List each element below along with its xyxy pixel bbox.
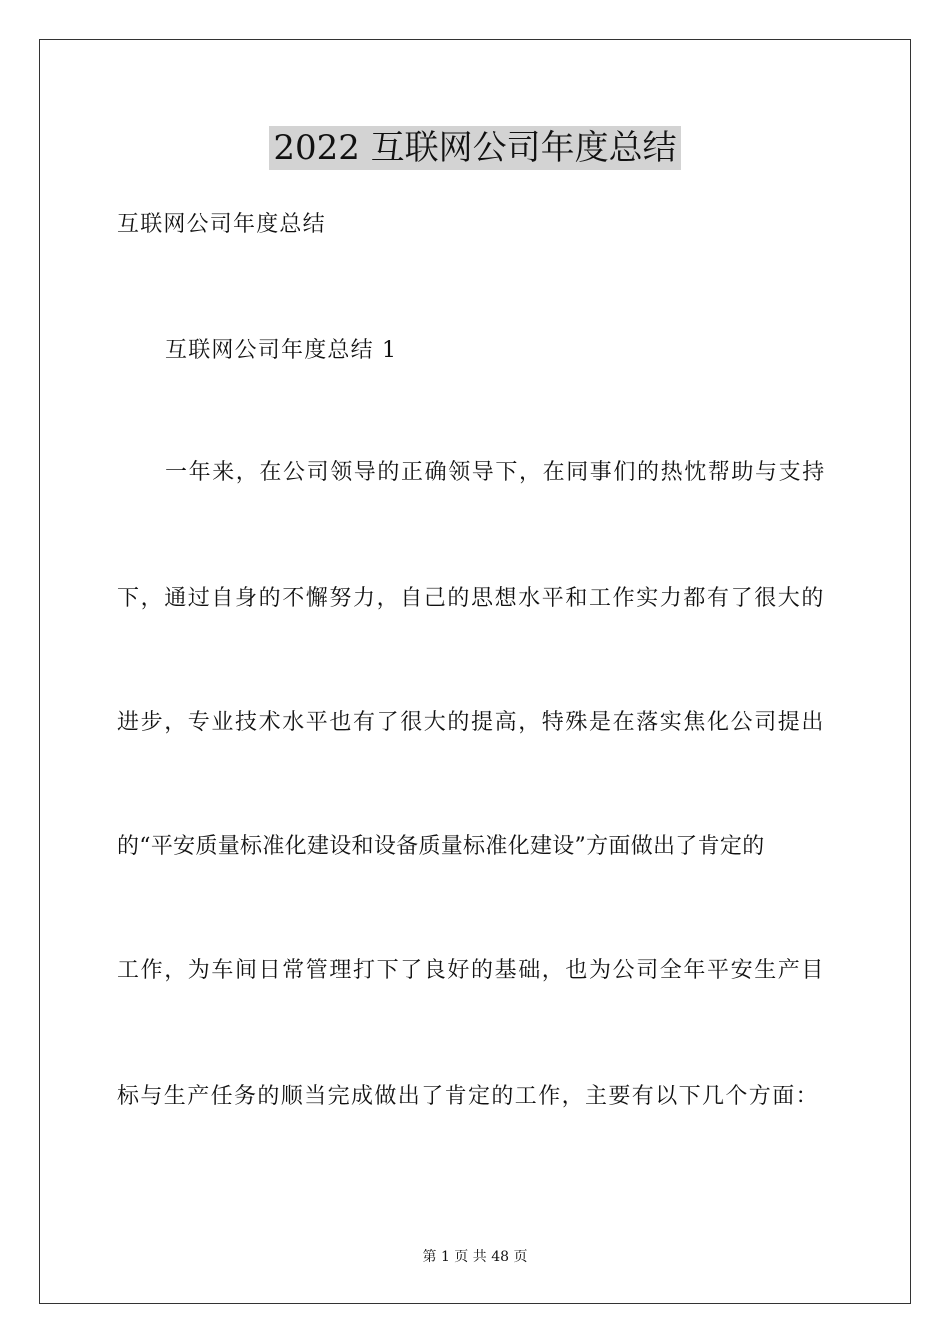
paragraph-line: 下，通过自身的不懈努力，自己的思想水平和工作实力都有了很大的	[117, 586, 826, 611]
page-number: 第 1 页 共 48 页	[422, 1249, 528, 1265]
paragraph-line: 一年来，在公司领导的正确领导下，在同事们的热忱帮助与支持	[165, 460, 826, 485]
paragraph-line: 进步，专业技术水平也有了很大的提高，特殊是在落实焦化公司提出	[117, 710, 826, 735]
title-container	[0, 126, 950, 170]
document-subheading: 互联网公司年度总结	[117, 212, 326, 237]
paragraph-line: 标与生产任务的顺当完成做出了肯定的工作，主要有以下几个方面：	[117, 1084, 820, 1109]
paragraph-line: 工作，为车间日常管理打下了良好的基础，也为公司全年平安生产目	[117, 958, 826, 983]
document-title: 2022 互联网公司年度总结	[269, 126, 680, 170]
paragraph-line: 的“平安质量标准化建设和设备质量标准化建设”方面做出了肯定的	[117, 834, 765, 859]
section-heading: 互联网公司年度总结 1	[165, 338, 398, 363]
